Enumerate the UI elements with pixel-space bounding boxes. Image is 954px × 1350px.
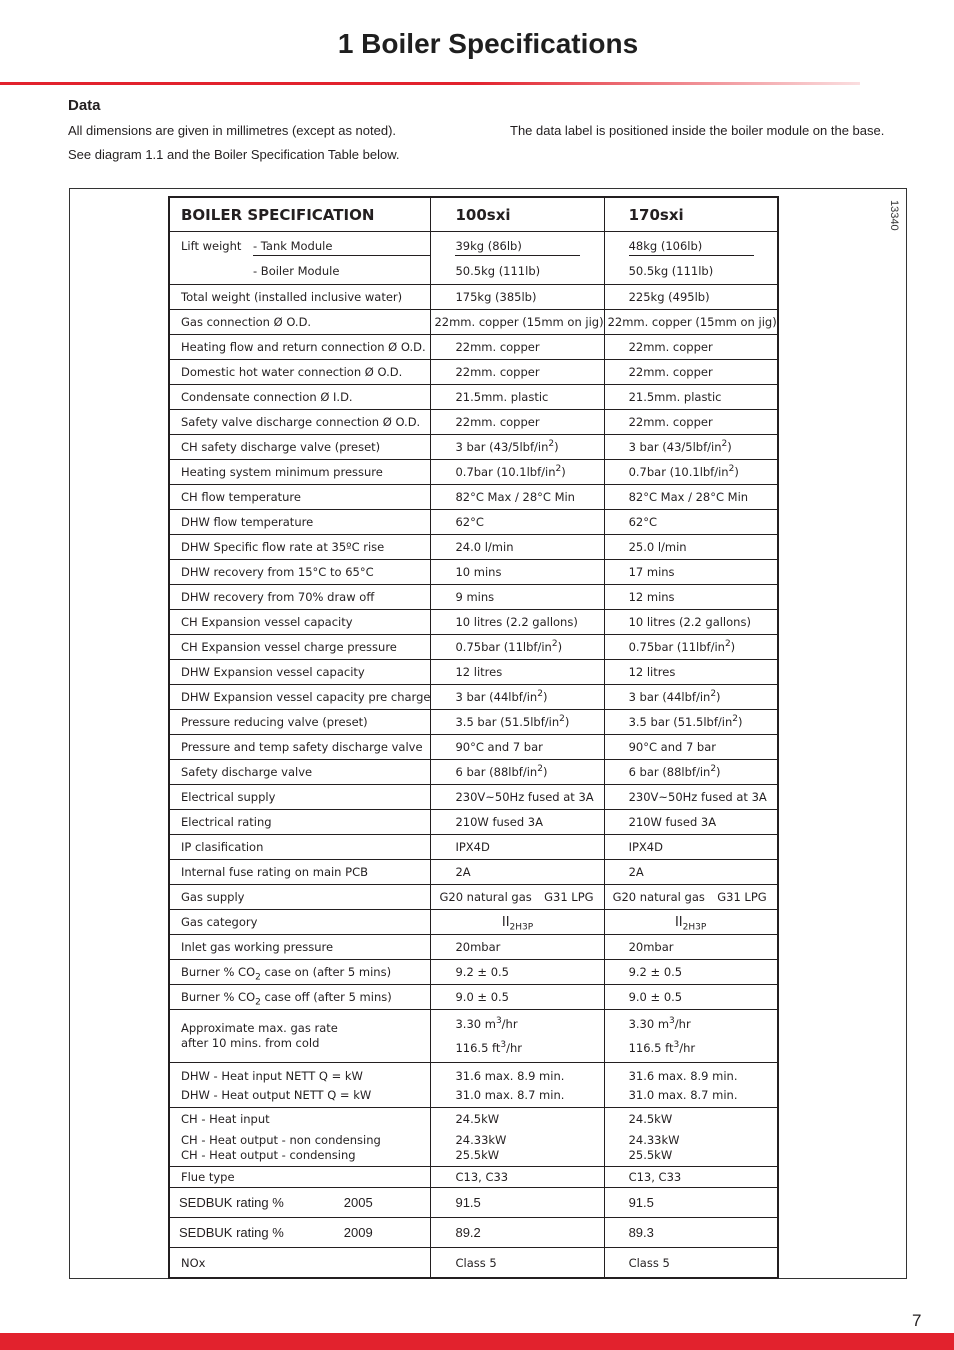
spec-label: Electrical rating [169, 810, 431, 835]
spec-label: Internal fuse rating on main PCB [169, 860, 431, 885]
spec-value-100sxi: 22mm. copper (15mm on jig) [431, 310, 604, 335]
spec-value-100sxi: 22mm. copper [431, 410, 604, 435]
spec-label: Domestic hot water connection Ø O.D. [169, 360, 431, 385]
spec-value-100sxi: 9 mins [431, 585, 604, 610]
table-row-sedbuk-2009 [169, 1218, 778, 1248]
lift-boiler-label: - Boiler Module [253, 263, 340, 278]
table-row-gas-supply [169, 885, 778, 910]
table-row [169, 610, 778, 635]
gas-category-label: Gas category [169, 910, 431, 935]
spec-value-100sxi: 90°C and 7 bar [431, 735, 604, 760]
table-row-sedbuk-2005 [169, 1188, 778, 1218]
table-row [169, 835, 778, 860]
gas-supply-label: Gas supply [169, 885, 431, 910]
burner-co2-off-170: 9.0 ± 0.5 [604, 985, 778, 1010]
spec-label: DHW recovery from 70% draw off [169, 585, 431, 610]
table-row-gas-category [169, 910, 778, 935]
sedbuk-2005-100: 91.5 [431, 1188, 604, 1218]
sedbuk-2009-100: 89.2 [431, 1218, 604, 1248]
gas-rate-170: 3.30 $m^3/hr$ 116.5 $ft^3/hr$ [604, 1010, 778, 1063]
burner-co2-on-label: Burner % $CO_2$ case on (after 5 mins) [169, 960, 431, 985]
table-row [169, 335, 778, 360]
table-row [169, 435, 778, 460]
table-row [169, 560, 778, 585]
dhw-heat-label: DHW - Heat input NETT Q = kW DHW - Heat output NETT Q = kW [169, 1063, 431, 1108]
spec-value-170sxi: 10 litres (2.2 gallons) [604, 610, 778, 635]
header-170sxi: 170sxi [604, 197, 778, 232]
spec-value-100sxi: 6 bar $(88lbf/in^2)$ [431, 760, 604, 785]
spec-value-100sxi: 3 bar $(43/5lbf/in^2)$ [431, 435, 604, 460]
page-title: 1 Boiler Specifications [337, 28, 639, 59]
flue-type-100: C13, C33 [431, 1167, 604, 1188]
spec-value-170sxi: 12 litres [604, 660, 778, 685]
lift-tank-100: 39kg (86lb) [455, 239, 580, 256]
spec-label: Gas connection Ø O.D. [169, 310, 431, 335]
spec-label: CH flow temperature [169, 485, 431, 510]
table-row-dhw-heat [169, 1063, 778, 1108]
spec-value-170sxi: 82°C Max / 28°C Min [604, 485, 778, 510]
table-row-ch-heat [169, 1108, 778, 1167]
table-row [169, 485, 778, 510]
spec-label: DHW recovery from 15°C to 65°C [169, 560, 431, 585]
spec-value-100sxi: 230V~50Hz fused at 3A [431, 785, 604, 810]
intro-text-right: The data label is positioned inside the boiler module on the base. [510, 123, 885, 138]
lift-weight-100 [431, 232, 604, 285]
section-heading: Data [68, 97, 101, 114]
table-row [169, 360, 778, 385]
gas-supply-170: G20 natural gas G31 LPG [604, 885, 778, 910]
table-row [169, 460, 778, 485]
spec-value-170sxi: 3.5 bar $(51.5lbf/in^2)$ [604, 710, 778, 735]
spec-label: Heating flow and return connection Ø O.D. [169, 335, 431, 360]
gas-rate-label: Approximate max. gas rate after 10 mins. from cold [169, 1010, 431, 1063]
spec-label: DHW Expansion vessel capacity [169, 660, 431, 685]
spec-value-100sxi: 22mm. copper [431, 335, 604, 360]
spec-label: Condensate connection Ø I.D. [169, 385, 431, 410]
table-row-burner-co2-off [169, 985, 778, 1010]
spec-value-100sxi: 12 litres [431, 660, 604, 685]
header-spec: BOILER SPECIFICATION [169, 197, 431, 232]
footer-bar [0, 1333, 954, 1350]
table-row [169, 660, 778, 685]
nox-170: Class 5 [604, 1248, 778, 1279]
spec-value-170sxi: 22mm. copper [604, 360, 778, 385]
intro-text-2: See diagram 1.1 and the Boiler Specification Table below. [68, 147, 400, 162]
inlet-pressure-100: 20mbar [431, 935, 604, 960]
dhw-heat-100: 31.6 max. 8.9 min. 31.0 max. 8.7 min. [431, 1063, 604, 1108]
spec-value-170sxi: 6 bar $(88lbf/in^2)$ [604, 760, 778, 785]
ch-heat-label: CH - Heat input CH - Heat output - non condensing CH - Heat output - condensing [169, 1108, 431, 1167]
spec-label: Total weight (installed inclusive water) [169, 285, 431, 310]
dhw-heat-170: 31.6 max. 8.9 min. 31.0 max. 8.7 min. [604, 1063, 778, 1108]
table-row [169, 585, 778, 610]
spec-value-170sxi: 22mm. copper [604, 335, 778, 360]
gas-category-100: $II_{2H3P}$ [431, 910, 604, 935]
table-row [169, 685, 778, 710]
spec-value-100sxi: 175kg (385lb) [431, 285, 604, 310]
spec-label: Pressure reducing valve (preset) [169, 710, 431, 735]
flue-type-label: Flue type [169, 1167, 431, 1188]
spec-value-170sxi: 22mm. copper [604, 410, 778, 435]
spec-value-100sxi: 21.5mm. plastic [431, 385, 604, 410]
spec-label: DHW flow temperature [169, 510, 431, 535]
spec-value-100sxi: 24.0 l/min [431, 535, 604, 560]
spec-value-170sxi: 0.75bar $(11lbf/in^2)$ [604, 635, 778, 660]
spec-label: Electrical supply [169, 785, 431, 810]
spec-value-100sxi: 82°C Max / 28°C Min [431, 485, 604, 510]
sedbuk-2009-170: 89.3 [604, 1218, 778, 1248]
spec-value-100sxi: 210W fused 3A [431, 810, 604, 835]
table-row [169, 785, 778, 810]
diagram-number: 13340 [888, 200, 900, 231]
spec-value-170sxi: 210W fused 3A [604, 810, 778, 835]
lift-tank-label: - Tank Module [253, 239, 430, 256]
spec-value-170sxi: 21.5mm. plastic [604, 385, 778, 410]
intro-text-1: All dimensions are given in millimetres (except as noted). [68, 123, 397, 138]
spec-label: DHW Specific flow rate at 35ºC rise [169, 535, 431, 560]
spec-label: Safety valve discharge connection Ø O.D. [169, 410, 431, 435]
gas-rate-100: 3.30 $m^3/hr$ 116.5 $ft^3/hr$ [431, 1010, 604, 1063]
spec-value-100sxi: IPX4D [431, 835, 604, 860]
spec-label: Heating system minimum pressure [169, 460, 431, 485]
nox-label: NOx [169, 1248, 431, 1279]
inlet-pressure-170: 20mbar [604, 935, 778, 960]
table-row [169, 760, 778, 785]
sedbuk-2005-label: SEDBUK rating % 2005 [169, 1188, 431, 1218]
spec-value-170sxi: 12 mins [604, 585, 778, 610]
title-rule [0, 82, 860, 85]
lift-weight-label: Lift weight [181, 238, 242, 253]
spec-value-170sxi: 225kg (495lb) [604, 285, 778, 310]
spec-value-100sxi: 0.7bar $(10.1lbf/in^2)$ [431, 460, 604, 485]
spec-label: CH Expansion vessel capacity [169, 610, 431, 635]
spec-value-100sxi: 3.5 bar $(51.5lbf/in^2)$ [431, 710, 604, 735]
spec-value-100sxi: 62°C [431, 510, 604, 535]
gas-supply-100: G20 natural gas G31 LPG [431, 885, 604, 910]
boiler-spec-table [168, 196, 779, 1279]
table-row-gas-rate [169, 1010, 778, 1063]
table-row [169, 635, 778, 660]
lift-boiler-100: 50.5kg (111lb) [455, 263, 541, 278]
table-row-flue-type [169, 1167, 778, 1188]
sedbuk-2005-170: 91.5 [604, 1188, 778, 1218]
spec-value-170sxi: 3 bar $(44lbf/in^2)$ [604, 685, 778, 710]
sedbuk-2009-label: SEDBUK rating % 2009 [169, 1218, 431, 1248]
spec-value-100sxi: 0.75bar $(11lbf/in^2)$ [431, 635, 604, 660]
spec-value-170sxi: 230V~50Hz fused at 3A [604, 785, 778, 810]
spec-value-100sxi: 2A [431, 860, 604, 885]
spec-value-170sxi: 62°C [604, 510, 778, 535]
spec-value-100sxi: 10 litres (2.2 gallons) [431, 610, 604, 635]
table-row [169, 810, 778, 835]
spec-value-170sxi: 0.7bar $(10.1lbf/in^2)$ [604, 460, 778, 485]
lift-weight-170 [604, 232, 778, 285]
page-number: 7 [912, 1311, 922, 1330]
table-row-lift-weight [169, 232, 778, 285]
ch-heat-100: 24.5kW 24.33kW 25.5kW [431, 1108, 604, 1167]
table-row [169, 860, 778, 885]
burner-co2-on-170: 9.2 ± 0.5 [604, 960, 778, 985]
inlet-pressure-label: Inlet gas working pressure [169, 935, 431, 960]
lift-tank-170: 48kg (106lb) [629, 239, 754, 256]
spec-value-170sxi: 3 bar $(43/5lbf/in^2)$ [604, 435, 778, 460]
table-row [169, 510, 778, 535]
table-row [169, 285, 778, 310]
spec-value-100sxi: 3 bar $(44lbf/in^2)$ [431, 685, 604, 710]
table-row [169, 735, 778, 760]
spec-value-170sxi: 17 mins [604, 560, 778, 585]
spec-value-170sxi: IPX4D [604, 835, 778, 860]
table-row [169, 535, 778, 560]
spec-value-100sxi: 22mm. copper [431, 360, 604, 385]
spec-label: Pressure and temp safety discharge valve [169, 735, 431, 760]
ch-heat-170: 24.5kW 24.33kW 25.5kW [604, 1108, 778, 1167]
spec-label: CH Expansion vessel charge pressure [169, 635, 431, 660]
spec-label: IP clasification [169, 835, 431, 860]
lift-boiler-170: 50.5kg (111lb) [628, 263, 714, 278]
burner-co2-off-100: 9.0 ± 0.5 [431, 985, 604, 1010]
nox-100: Class 5 [431, 1248, 604, 1279]
spec-label: Safety discharge valve [169, 760, 431, 785]
lift-weight-label-cell [169, 232, 431, 285]
spec-value-170sxi: 2A [604, 860, 778, 885]
table-row [169, 385, 778, 410]
spec-label: DHW Expansion vessel capacity pre charge [169, 685, 431, 710]
table-row [169, 310, 778, 335]
flue-type-170: C13, C33 [604, 1167, 778, 1188]
burner-co2-off-label: Burner % $CO_2$ case off (after 5 mins) [169, 985, 431, 1010]
table-row [169, 410, 778, 435]
gas-category-170: $II_{2H3P}$ [604, 910, 778, 935]
burner-co2-on-100: 9.2 ± 0.5 [431, 960, 604, 985]
table-header-row [169, 197, 778, 232]
table-row-burner-co2-on [169, 960, 778, 985]
spec-value-170sxi: 22mm. copper (15mm on jig) [604, 310, 778, 335]
table-row [169, 710, 778, 735]
table-row-nox [169, 1248, 778, 1279]
table-row-inlet-pressure [169, 935, 778, 960]
spec-label: CH safety discharge valve (preset) [169, 435, 431, 460]
spec-value-170sxi: 90°C and 7 bar [604, 735, 778, 760]
spec-value-170sxi: 25.0 l/min [604, 535, 778, 560]
header-100sxi: 100sxi [431, 197, 604, 232]
spec-value-100sxi: 10 mins [431, 560, 604, 585]
